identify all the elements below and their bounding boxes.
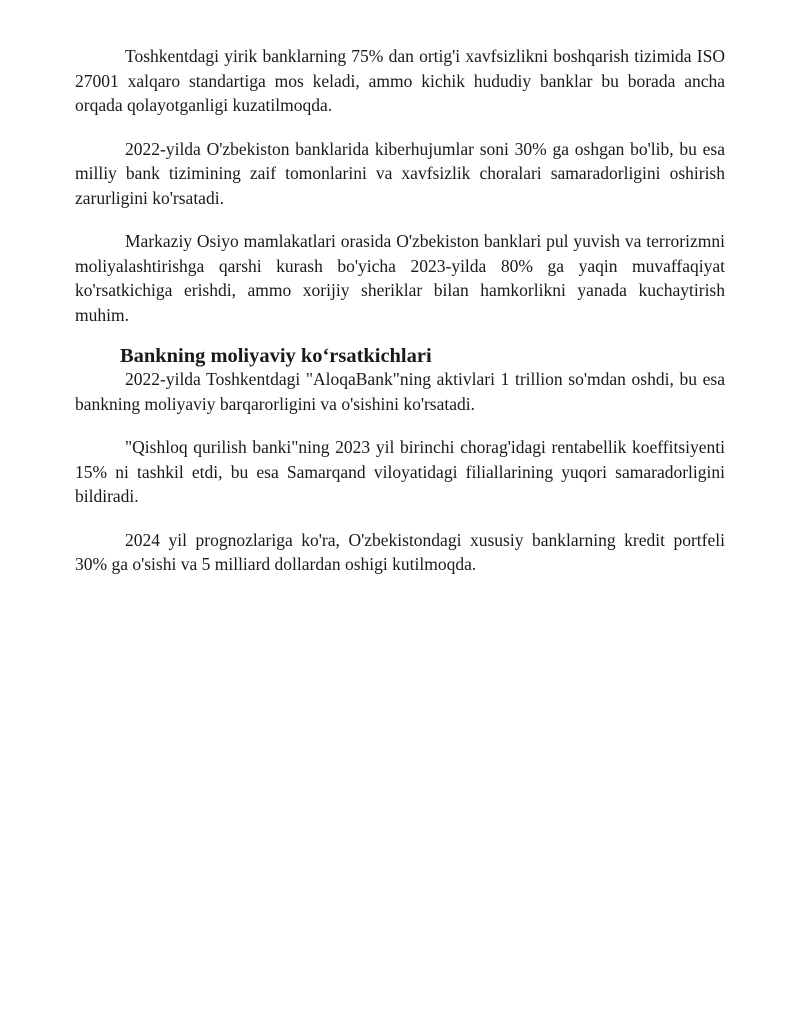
paragraph-rentability: "Qishloq qurilish banki"ning 2023 yil birinchi chorag'idagi rentabellik koeffitsiyenti 15% ni tashkil etdi, bu esa Samarqand viloyatidagi filiallarining yuqori samaradorligini bildiradi.	[75, 437, 725, 506]
document-page	[75, 44, 725, 577]
paragraph-aloqabank-assets: 2022-yilda Toshkentdagi "AloqaBank"ning aktivlari 1 trillion so'mdan oshdi, bu esa bankning moliyaviy barqarorligini va o'sishini ko'rsatadi.	[75, 369, 725, 414]
paragraph-aml-cft: Markaziy Osiyo mamlakatlari orasida O'zbekiston banklari pul yuvish va terrorizmni moliyalashtirishga qarshi kurash bo'yicha 2023-yilda 80% ga yaqin muvaffaqiyat ko'rsatkichiga erishdi, ammo xorijiy sheriklar bilan hamkorlikni yanada kuchaytirish muhim.	[75, 231, 725, 325]
paragraph-credit-forecast: 2024 yil prognozlariga ko'ra, O'zbekistondagi xususiy banklarning kredit portfeli 30% ga o'sishi va 5 milliard dollardan oshigi kutilmoqda.	[75, 529, 725, 574]
paragraph-iso-standard: Toshkentdagi yirik banklarning 75% dan ortig'i xavfsizlikni boshqarish tizimida ISO 27001 xalqaro standartiga mos keladi, ammo kichik hududiy banklar bu borada ancha orqada qolayotganligi kuzatilmoqda.	[75, 46, 725, 115]
section-heading: Bankning moliyaviy koʻrsatkichlari	[120, 345, 432, 367]
paragraph-cyberattacks: 2022-yilda O'zbekiston banklarida kiberhujumlar soni 30% ga oshgan bo'lib, bu esa milliy bank tizimining zaif tomonlarini va xavfsizlik choralari samaradorligini oshirish zarurligini ko'rsatadi.	[75, 138, 725, 208]
